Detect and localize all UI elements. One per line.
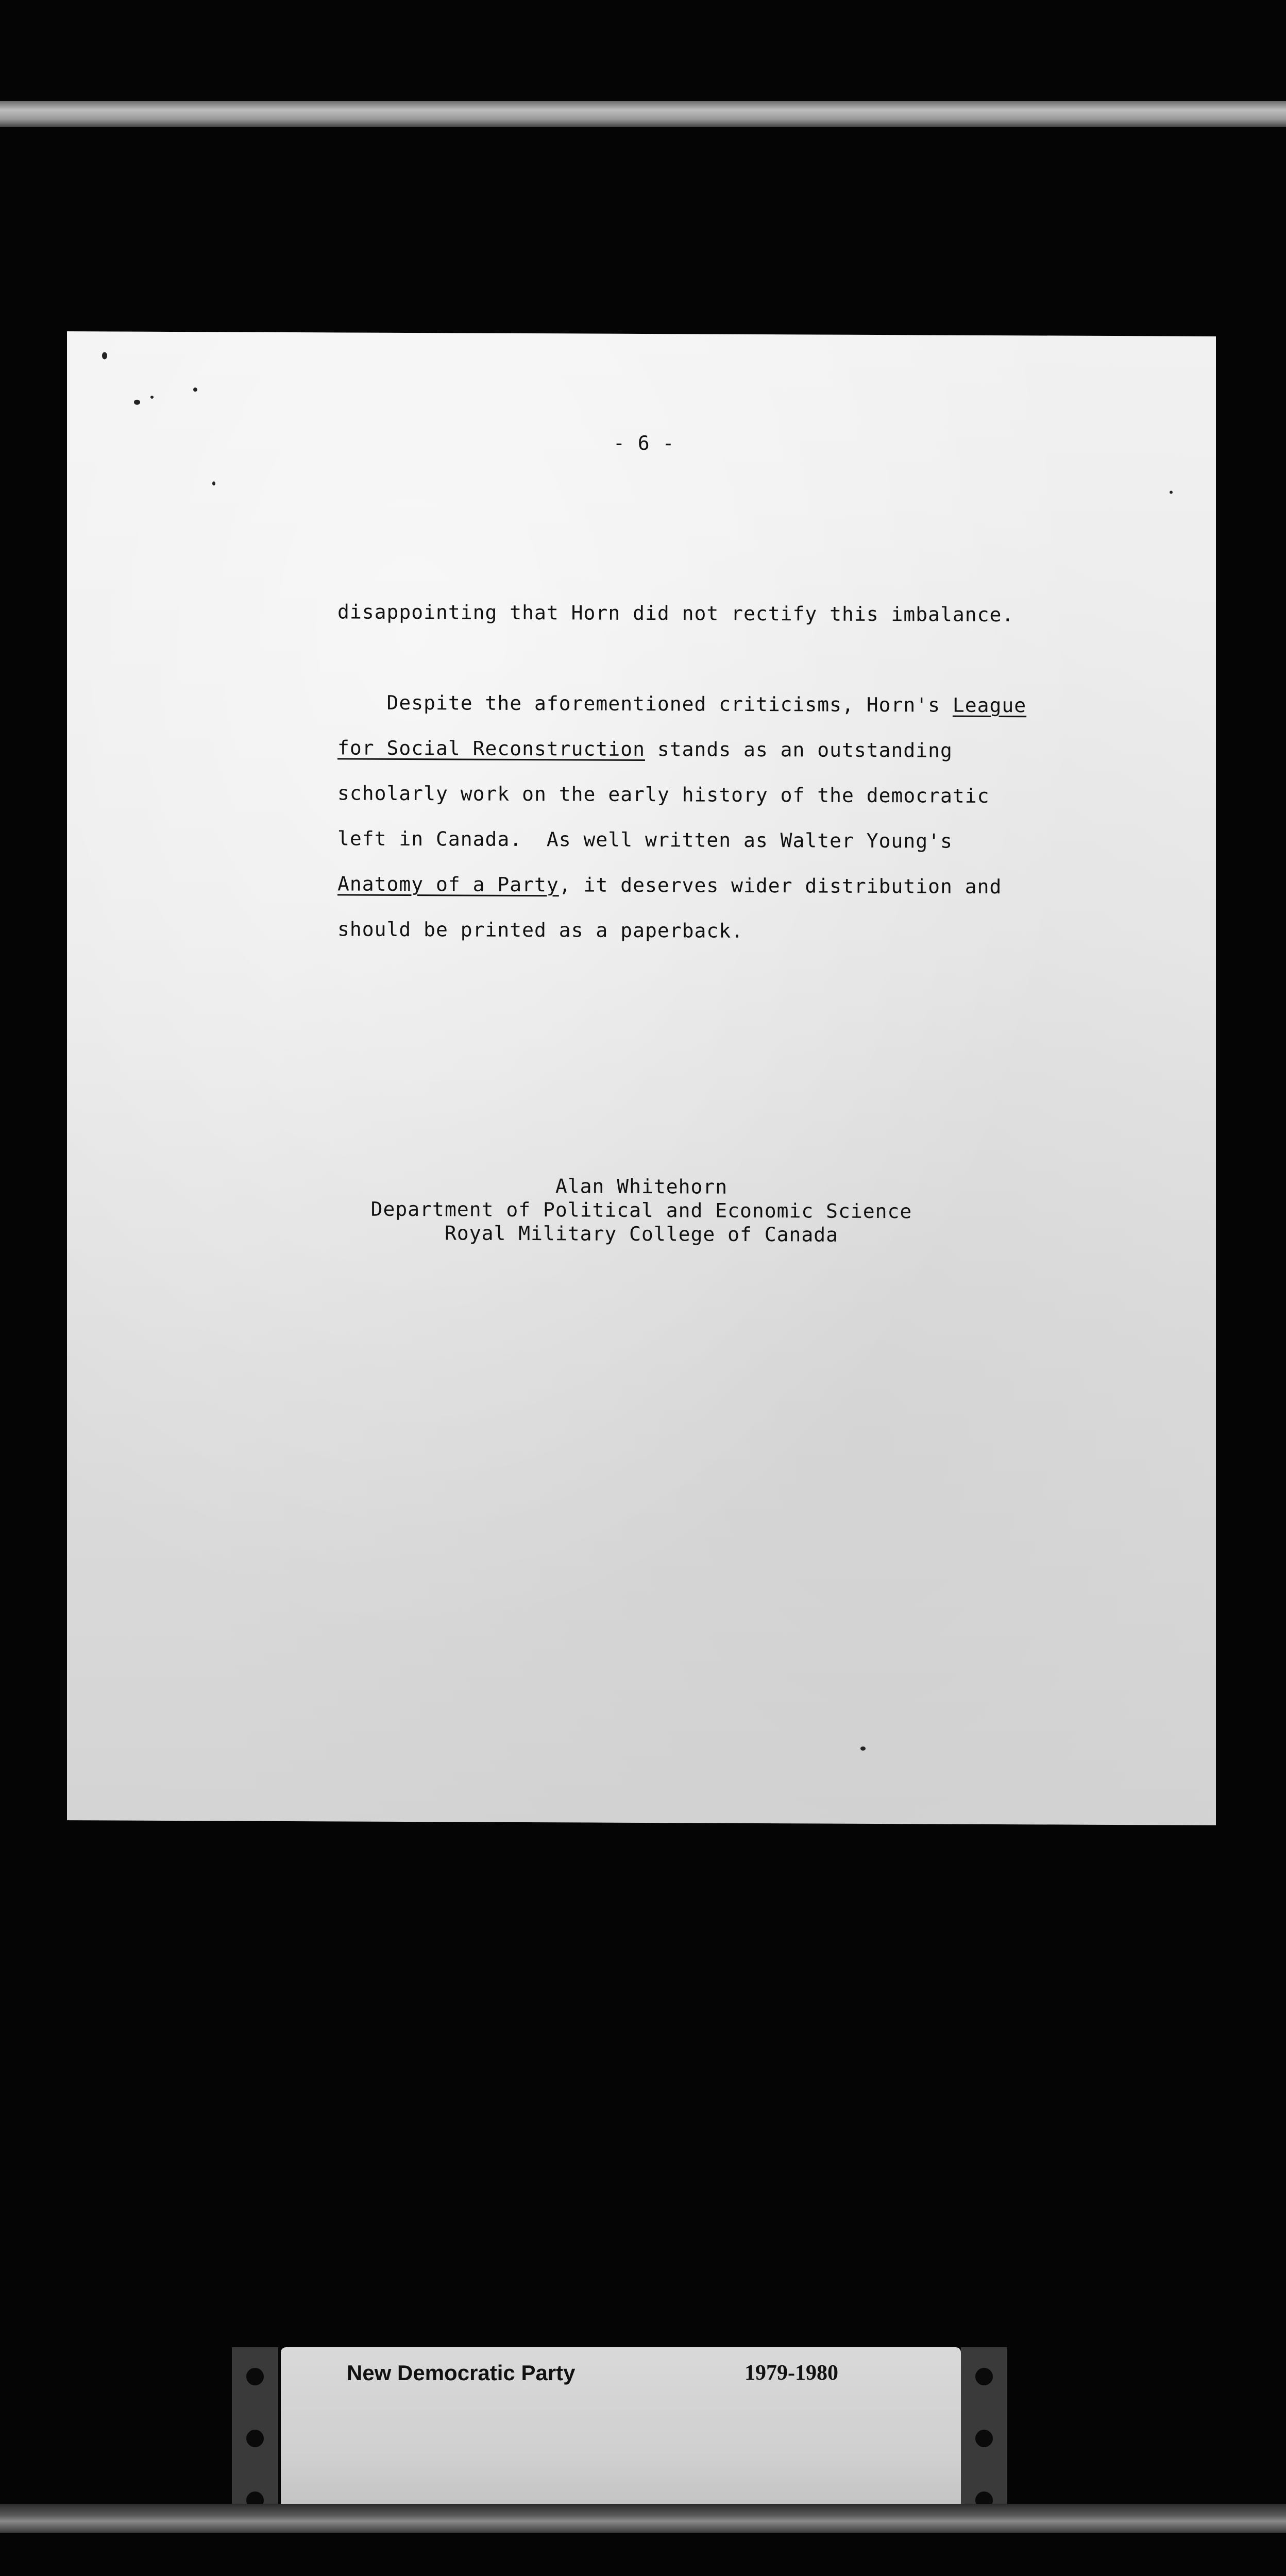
- page-speck: [102, 352, 107, 359]
- paragraph-2-line-5-suffix: , it deserves wider distribution and: [559, 873, 1002, 899]
- paragraph-2-line-4: left in Canada. As well written as Walter Young's: [337, 827, 953, 853]
- paragraph-2-line-1: [337, 691, 1026, 717]
- document-page: [67, 331, 1216, 1825]
- film-edge-top: [0, 101, 1286, 127]
- paragraph-1-line-1: disappointing that Horn did not rectify this imbalance.: [337, 600, 1014, 626]
- punch-hole: [975, 2368, 993, 2385]
- author-name: Alan Whitehorn: [555, 1175, 728, 1198]
- page-speck: [193, 387, 197, 392]
- page-number: - 6 -: [613, 431, 675, 455]
- paragraph-2-line-3: scholarly work on the early history of the democratic: [337, 782, 990, 807]
- page-speck: [150, 396, 154, 399]
- label-collection-title: New Democratic Party: [347, 2361, 576, 2385]
- paragraph-2-line-1-prefix: Despite the aforementioned criticisms, Horn's: [337, 691, 953, 717]
- paragraph-2-line-6: should be printed as a paperback.: [337, 918, 743, 942]
- book-title-anatomy-of-a-party: Anatomy of a Party: [337, 872, 559, 896]
- punch-hole: [246, 2430, 264, 2447]
- book-title-social-reconstruction: for Social Reconstruction: [337, 736, 645, 761]
- signature-block: [67, 1172, 1216, 1248]
- punch-hole: [975, 2430, 993, 2447]
- book-title-league: League: [952, 693, 1027, 717]
- page-speck: [1170, 490, 1173, 494]
- author-department: Department of Political and Economic Science: [370, 1197, 912, 1223]
- page-speck: [134, 400, 140, 405]
- paragraph-2-line-5: [337, 872, 1002, 898]
- punch-hole: [246, 2368, 264, 2385]
- label-date-range: 1979-1980: [744, 2361, 838, 2385]
- page-speck: [860, 1747, 866, 1751]
- film-edge-bottom: [0, 2504, 1286, 2533]
- page-speck: [212, 481, 215, 485]
- paragraph-2-line-2-suffix: stands as an outstanding: [645, 738, 953, 762]
- paragraph-2-line-2: [337, 736, 953, 761]
- author-institution: Royal Military College of Canada: [444, 1222, 839, 1246]
